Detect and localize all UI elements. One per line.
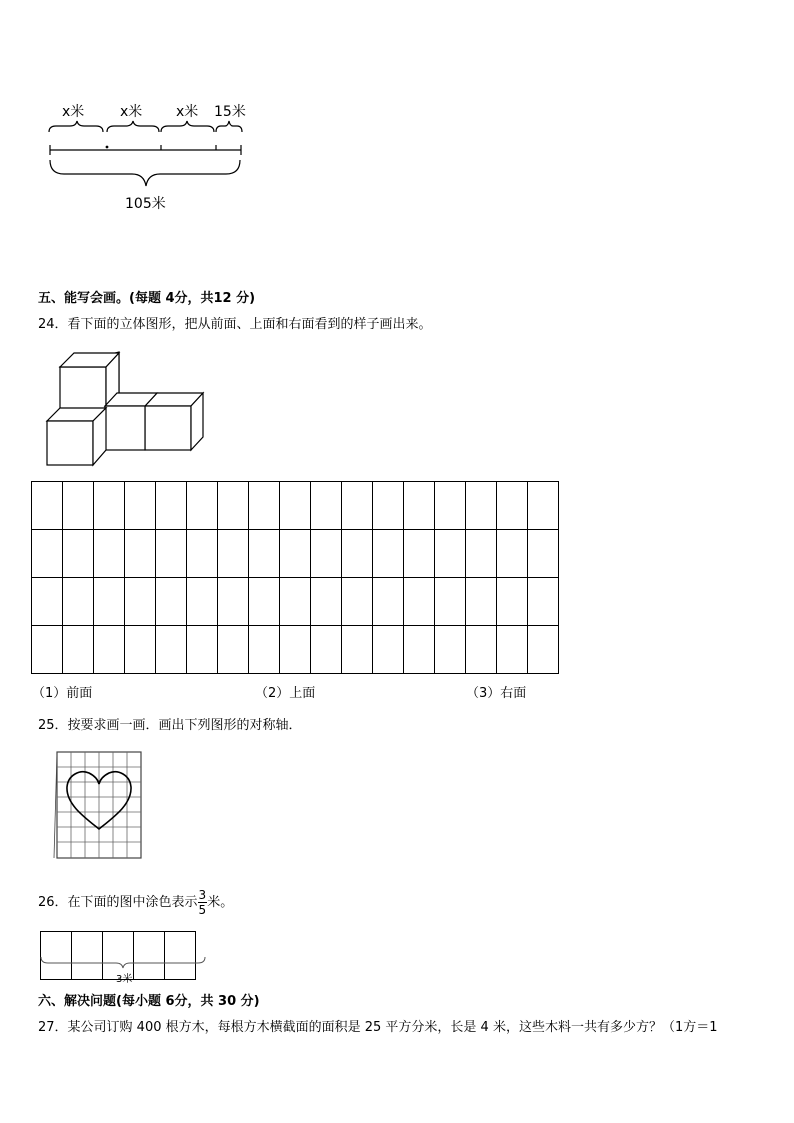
segment-total-label: 105米: [125, 196, 166, 212]
question-24: 24．看下面的立体图形，把从前面、上面和右面看到的样子画出来。: [38, 317, 432, 332]
cube-figure: [40, 350, 210, 470]
fraction-numerator: 3: [198, 888, 207, 902]
question-26-prefix: 26．在下面的图中涂色表示: [38, 895, 198, 910]
section6-heading: 六、解决问题(每小题 6分，共 30 分): [38, 994, 260, 1009]
strip-length-label: 3米: [116, 974, 133, 985]
segment-label-4: 15米: [214, 104, 246, 120]
segment-label-2: x米: [120, 104, 143, 120]
section5-heading: 五、能写会画。(每题 4分，共12 分): [38, 291, 256, 306]
question-26-suffix: 米。: [207, 895, 234, 910]
view-label-top: （2）上面: [255, 686, 316, 701]
drawing-grid[interactable]: [31, 481, 559, 674]
question-27: 27．某公司订购 400 根方木，每根方木横截面的面积是 25 平方分米，长是 4 米，这些木料一共有多少方？（1方＝1: [38, 1020, 718, 1035]
strip-brace: [40, 955, 210, 971]
fraction-denominator: 5: [198, 903, 207, 917]
heart-grid-figure: [54, 749, 144, 861]
fraction: [198, 888, 208, 917]
view-label-front: （1）前面: [32, 686, 93, 701]
view-label-right: （3）右面: [466, 686, 527, 701]
segment-label-3: x米: [176, 104, 199, 120]
question-25: 25．按要求画一画．画出下列图形的对称轴．: [38, 718, 302, 733]
segment-braces: [0, 0, 794, 220]
question-26: [38, 888, 233, 917]
segment-label-1: x米: [62, 104, 85, 120]
